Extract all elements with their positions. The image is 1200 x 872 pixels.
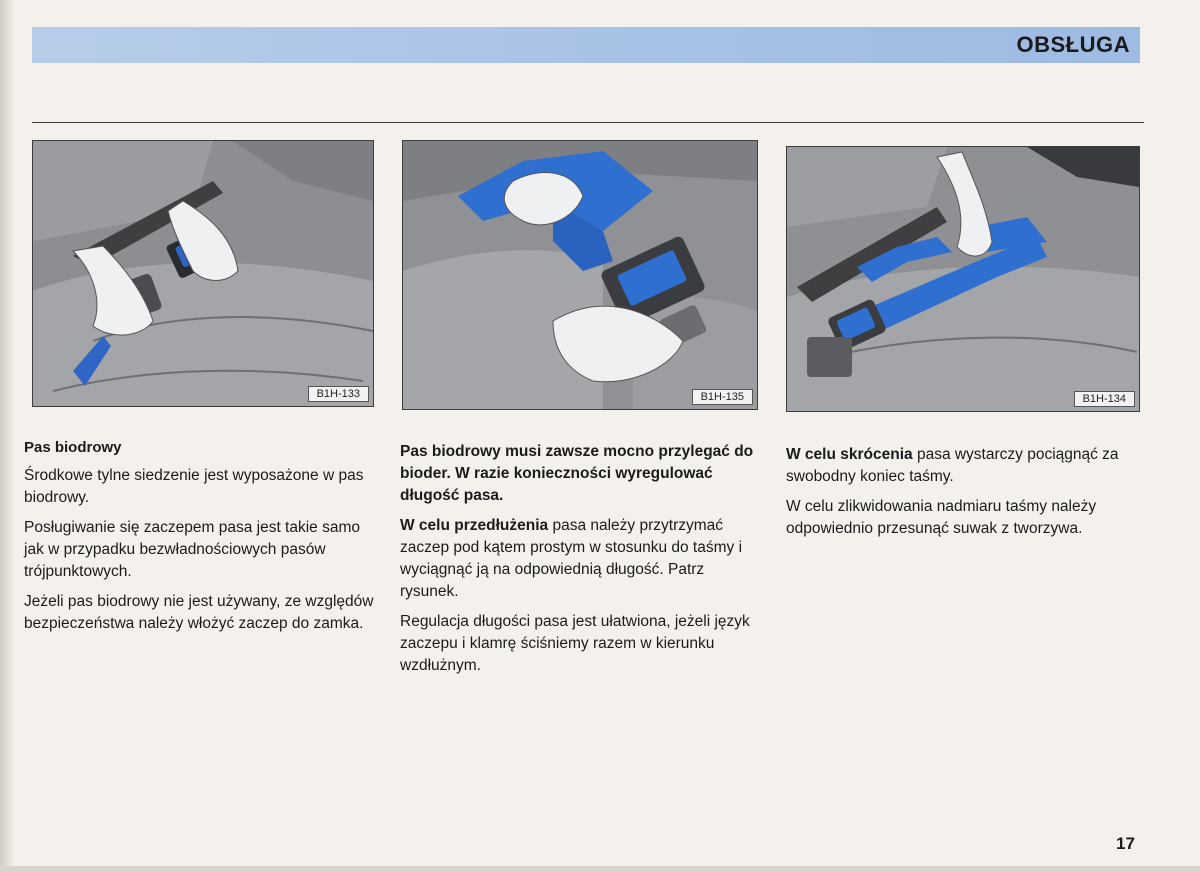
figure-lap-belt-fastening <box>32 140 374 407</box>
figure-belt-lengthening <box>402 140 758 410</box>
illustration-lap-belt-buckle <box>33 141 373 406</box>
illustration-belt-shortening <box>787 147 1139 411</box>
section-heading: Pas biodrowy <box>24 439 122 456</box>
paragraph: Środkowe tylne siedzenie jest wyposażone w pas biodrowy. <box>24 467 364 506</box>
paragraph: Posługiwanie się zaczepem pasa jest takie samo jak w przypadku bezwładnościowych pasów trójpunktowych. <box>24 519 361 580</box>
figure-code-label: B1H-133 <box>308 386 369 402</box>
page-number: 17 <box>1116 834 1135 853</box>
bold-lead: W celu skrócenia <box>786 446 913 463</box>
text-column-2 <box>400 441 756 685</box>
paragraph: Jeżeli pas biodrowy nie jest używany, ze względów bezpieczeństwa należy włożyć zaczep do zamka. <box>24 593 374 632</box>
page-bottom-edge <box>0 866 1200 872</box>
paragraph-text: pasa wystarczy pociągnąć za swobodny koniec taśmy. <box>786 446 1119 485</box>
bold-lead: W celu przedłużenia <box>400 517 549 534</box>
section-title: OBSŁUGA <box>1016 32 1130 57</box>
bold-paragraph: Pas biodrowy musi zawsze mocno przylegać do bioder. W razie konieczności wyregulować długość pasa. <box>400 443 754 504</box>
paragraph <box>400 515 756 603</box>
paragraph <box>786 444 1142 488</box>
paragraph: W celu zlikwidowania nadmiaru taśmy należy odpowiednio przesunąć suwak z tworzywa. <box>786 498 1097 537</box>
figure-code-label: B1H-134 <box>1074 391 1135 407</box>
figure-code-label: B1H-135 <box>692 389 753 405</box>
header-band <box>32 27 1140 63</box>
paragraph: Regulacja długości pasa jest ułatwiona, jeżeli język zaczepu i klamrę ściśniemy razem w kierunku wzdłużnym. <box>400 613 750 674</box>
paragraph-text: pasa należy przytrzymać zaczep pod kątem prostym w stosunku do taśmy i wyciągnąć ją na odpowiednią długość. Patrz rysunek. <box>400 517 743 600</box>
horizontal-rule <box>32 122 1144 123</box>
text-column-1 <box>24 437 374 643</box>
page-edge-shadow <box>0 0 14 872</box>
illustration-belt-extension <box>403 141 757 409</box>
text-column-3 <box>786 444 1142 548</box>
figure-belt-shortening <box>786 146 1140 412</box>
